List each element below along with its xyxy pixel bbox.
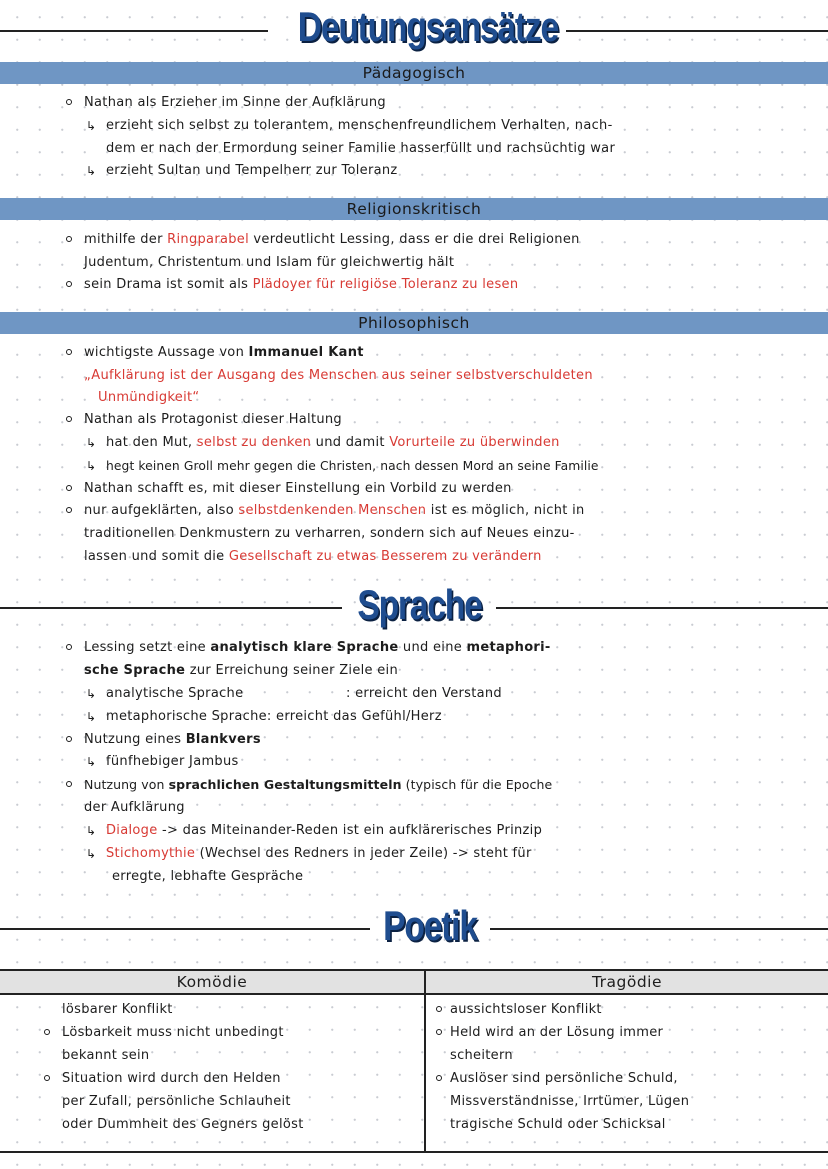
komoedie-line-6: oder Dummheit des Gegners gelöst — [62, 1117, 304, 1132]
hook-arrow-icon: ↳ — [86, 755, 97, 769]
circle-bullet-icon — [66, 281, 72, 287]
spr-line-6: fünfhebiger Jambus — [106, 754, 239, 769]
rel-highlight-ringparabel: Ringparabel — [167, 232, 249, 247]
komoedie-line-4: Situation wird durch den Helden — [62, 1071, 281, 1086]
tragoedie-line-2: Held wird an der Lösung immer — [450, 1025, 664, 1040]
spr-text: und eine — [398, 640, 467, 655]
spr-text: (Wechsel des Redners in jeder Zeile) -> steht für — [195, 846, 532, 861]
komoedie-line-1: lösbarer Konflikt — [62, 1002, 173, 1017]
komoedie-line-5: per Zufall, persönliche Schlauheit — [62, 1094, 291, 1109]
spr-line-2 — [84, 661, 398, 681]
hook-arrow-icon: ↳ — [86, 847, 97, 861]
spr-text: Nutzung von — [84, 777, 169, 792]
hook-arrow-icon: ↳ — [86, 710, 97, 724]
header-komoedie: Komödie — [176, 973, 248, 991]
phil-line-6: hegt keinen Groll mehr gegen die Christen, nach dessen Mord an seine Familie — [106, 459, 599, 473]
circle-bullet-icon — [66, 507, 72, 513]
table-rule-bottom — [0, 1151, 828, 1153]
phil-text: und damit — [311, 435, 390, 450]
phil-line-9: traditionellen Denkmustern zu verharren, sondern sich auf Neues einzu- — [84, 526, 575, 541]
rel-text: verdeutlicht Lessing, dass er die drei Religionen — [249, 232, 580, 247]
circle-bullet-icon — [66, 416, 72, 422]
paed-line-3: dem er nach der Ermordung seiner Familie hasserfüllt und rachsüchtig war — [106, 141, 616, 156]
phil-line-7: Nathan schafft es, mit dieser Einstellung ein Vorbild zu werden — [84, 481, 512, 496]
rel-text: mithilfe der — [84, 232, 168, 247]
circle-bullet-icon — [66, 349, 72, 355]
circle-bullet-icon — [66, 736, 72, 742]
spr-highlight-stichomythie: Stichomythie — [106, 846, 196, 861]
spr-line-5 — [84, 730, 261, 750]
heading-religionskritisch: Religionskritisch — [346, 200, 482, 218]
section-title-poetik: Poetik — [383, 902, 477, 949]
title-rule-left — [0, 30, 268, 32]
phil-line-4: Nathan als Protagonist dieser Haltung — [84, 412, 342, 427]
spr-text: Lessing setzt eine — [84, 640, 211, 655]
spr-text: (typisch für die Epoche — [401, 777, 553, 792]
phil-quote-line-1: „Aufklärung ist der Ausgang des Menschen aus seiner selbstverschuldeten — [84, 368, 593, 383]
spr-bold-blankvers: Blankvers — [185, 732, 261, 747]
phil-text: hat den Mut, — [106, 435, 197, 450]
hook-arrow-icon: ↳ — [86, 436, 97, 450]
phil-text: nur aufgeklärten, also — [84, 503, 239, 518]
paed-line-4: erzieht Sultan und Tempelherr zur Toleranz — [106, 163, 398, 178]
hook-arrow-icon: ↳ — [86, 164, 97, 178]
heading-philosophisch: Philosophisch — [358, 314, 470, 332]
spr-text: Nutzung eines — [84, 732, 186, 747]
phil-highlight-vorurteile: Vorurteile zu überwinden — [389, 435, 560, 450]
hook-arrow-icon: ↳ — [86, 119, 97, 133]
section-title-sprache: Sprache — [357, 581, 482, 628]
spr-line-7 — [84, 775, 552, 795]
phil-highlight-selbst-denken: selbst zu denken — [196, 435, 312, 450]
phil-line-8 — [84, 501, 585, 521]
spr-bold-gestaltungsmittel: sprachlichen Gestaltungsmitteln — [168, 777, 402, 792]
phil-text: wichtigste Aussage von — [84, 345, 249, 360]
rel-text: sein Drama ist somit als — [84, 277, 253, 292]
spr-bold-metaphorisch: metaphori- — [466, 640, 551, 655]
phil-highlight-gesellschaft: Gesellschaft zu etwas Besserem zu verändern — [228, 549, 542, 564]
spr-highlight-dialoge: Dialoge — [106, 823, 158, 838]
rel-highlight-plaedoyer: Plädoyer für religiöse Toleranz zu lesen — [252, 277, 519, 292]
phil-text: lassen und somit die — [84, 549, 229, 564]
spr-line-1 — [84, 638, 551, 658]
hook-arrow-icon: ↳ — [86, 824, 97, 838]
heading-paedagogisch: Pädagogisch — [362, 64, 466, 82]
tragoedie-line-5: Missverständnisse, Irrtümer, Lügen — [450, 1094, 690, 1109]
rel-line-2: Judentum, Christentum und Islam für gleichwertig hält — [84, 255, 455, 270]
spr-bold-analytisch: analytisch klare Sprache — [210, 640, 399, 655]
phil-quote-line-2: Unmündigkeit“ — [98, 390, 200, 405]
title-rule-right — [566, 30, 828, 32]
spr-line-3b: : erreicht den Verstand — [346, 686, 502, 701]
paed-line-1: Nathan als Erzieher im Sinne der Aufklärung — [84, 95, 386, 110]
circle-bullet-icon — [436, 1006, 442, 1012]
phil-text: ist es möglich, nicht in — [426, 503, 585, 518]
spr-bold-metaphorisch-2: sche Sprache — [84, 663, 186, 678]
sprache-rule-right — [496, 607, 828, 609]
circle-bullet-icon — [44, 1075, 50, 1081]
spr-line-4: metaphorische Sprache: erreicht das Gefühl/Herz — [106, 709, 442, 724]
table-divider — [424, 969, 426, 1153]
tragoedie-line-6: tragische Schuld oder Schicksal — [450, 1117, 666, 1132]
spr-line-10 — [106, 844, 532, 864]
header-tragoedie: Tragödie — [591, 973, 663, 991]
circle-bullet-icon — [66, 236, 72, 242]
komoedie-line-3: bekannt sein — [62, 1048, 150, 1063]
paed-line-2: erzieht sich selbst zu tolerantem, menschenfreundlichem Verhalten, nach- — [106, 118, 613, 133]
spr-text: zur Erreichung seiner Ziele ein — [185, 663, 399, 678]
komoedie-line-2: Lösbarkeit muss nicht unbedingt — [62, 1025, 284, 1040]
section-title-deutungsansaetze: Deutungsansätze — [297, 3, 558, 50]
rel-line-3 — [84, 275, 518, 295]
poetik-rule-left — [0, 928, 370, 930]
circle-bullet-icon — [66, 99, 72, 105]
circle-bullet-icon — [436, 1029, 442, 1035]
circle-bullet-icon — [66, 781, 72, 787]
sprache-rule-left — [0, 607, 342, 609]
spr-line-3a: analytische Sprache — [106, 686, 244, 701]
phil-highlight-selbstdenkend: selbstdenkenden Menschen — [238, 503, 427, 518]
spr-text: -> das Miteinander-Reden ist ein aufklärerisches Prinzip — [157, 823, 543, 838]
hook-arrow-icon: ↳ — [86, 459, 97, 473]
rel-line-1 — [84, 230, 580, 250]
spr-line-8: der Aufklärung — [84, 800, 185, 815]
tragoedie-line-3: scheitern — [450, 1048, 513, 1063]
circle-bullet-icon — [44, 1029, 50, 1035]
poetik-rule-right — [490, 928, 828, 930]
phil-line-5 — [106, 433, 560, 453]
tragoedie-line-1: aussichtsloser Konflikt — [450, 1002, 602, 1017]
phil-line-10 — [84, 547, 542, 567]
circle-bullet-icon — [436, 1075, 442, 1081]
spr-line-9 — [106, 821, 542, 841]
tragoedie-line-4: Auslöser sind persönliche Schuld, — [450, 1071, 678, 1086]
circle-bullet-icon — [66, 644, 72, 650]
spr-line-11: erregte, lebhafte Gespräche — [112, 869, 304, 884]
phil-kant: Immanuel Kant — [248, 345, 364, 360]
phil-line-1 — [84, 343, 364, 363]
circle-bullet-icon — [66, 485, 72, 491]
hook-arrow-icon: ↳ — [86, 687, 97, 701]
